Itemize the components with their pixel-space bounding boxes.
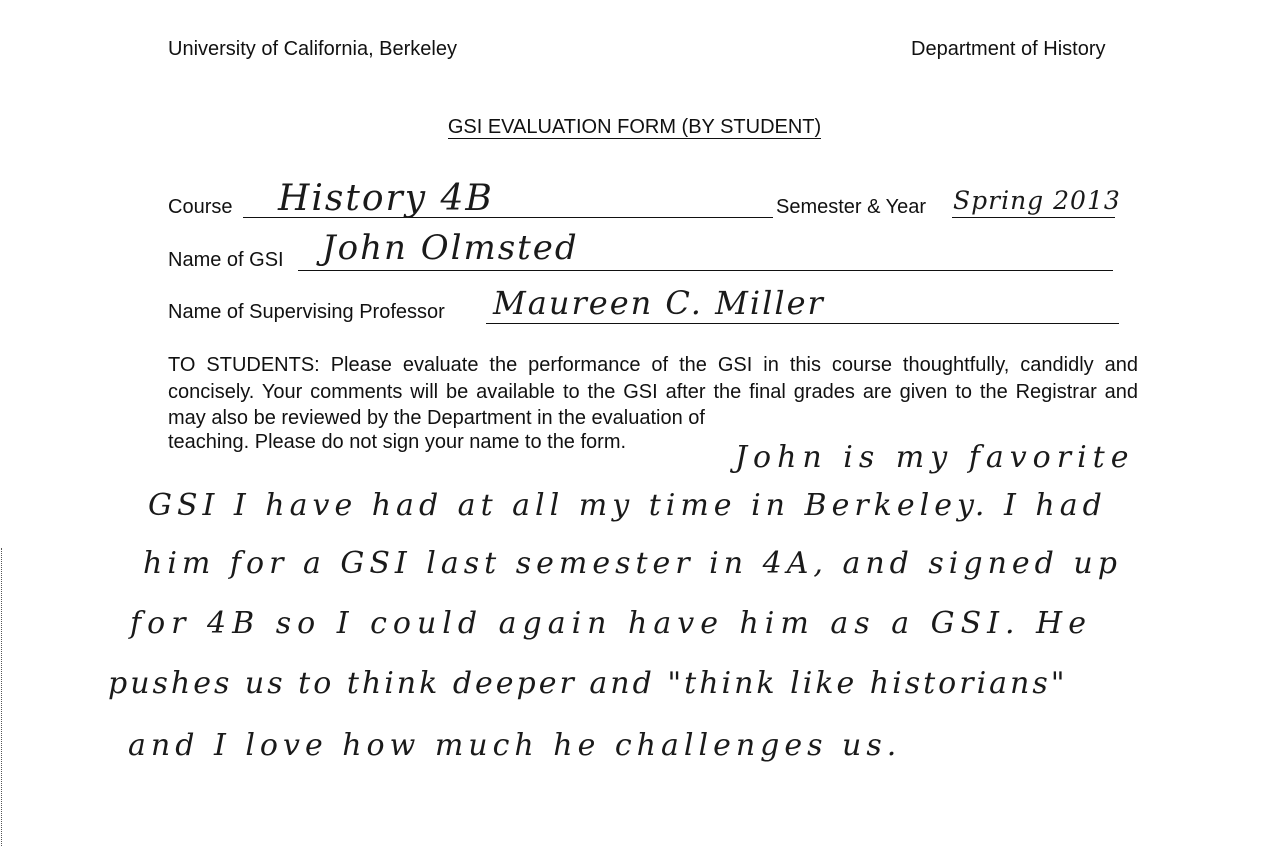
comment-line-4: for 4B so I could again have him as a GSI. He bbox=[130, 606, 1092, 641]
university-name: University of California, Berkeley bbox=[168, 38, 457, 60]
semester-line bbox=[952, 217, 1115, 218]
comment-line-1: John is my favorite bbox=[735, 440, 1135, 475]
semester-label: Semester & Year bbox=[776, 196, 927, 218]
semester-value: Spring 2013 bbox=[953, 186, 1121, 215]
comment-line-2: GSI I have had at all my time in Berkeley. I had bbox=[148, 488, 1107, 523]
comment-line-6: and I love how much he challenges us. bbox=[128, 728, 902, 763]
course-value: History 4B bbox=[278, 178, 494, 219]
professor-value: Maureen C. Miller bbox=[493, 284, 825, 322]
form-title-text: GSI EVALUATION FORM (BY STUDENT) bbox=[447, 116, 822, 138]
course-label: Course bbox=[168, 196, 233, 218]
gsi-line bbox=[298, 270, 1113, 271]
scan-edge-line bbox=[1, 548, 2, 846]
department-name: Department of History bbox=[911, 38, 1106, 60]
comment-line-5: pushes us to think deeper and "think like historians" bbox=[108, 666, 1068, 701]
comment-line-3: him for a GSI last semester in 4A, and signed up bbox=[143, 546, 1122, 581]
professor-line bbox=[486, 323, 1119, 324]
gsi-value: John Olmsted bbox=[322, 228, 579, 268]
instructions-text: TO STUDENTS: Please evaluate the performance of the GSI in this course thoughtfully, candidly and concisely. Your comments will be available to the GSI after the final grades are given to the Registrar and may also be reviewed by the Department in the evaluation of bbox=[168, 354, 1138, 429]
form-title bbox=[0, 116, 1269, 139]
professor-label: Name of Supervising Professor bbox=[168, 301, 445, 323]
instructions-last-line: teaching. Please do not sign your name to the form. bbox=[168, 431, 627, 453]
gsi-label: Name of GSI bbox=[168, 249, 284, 271]
